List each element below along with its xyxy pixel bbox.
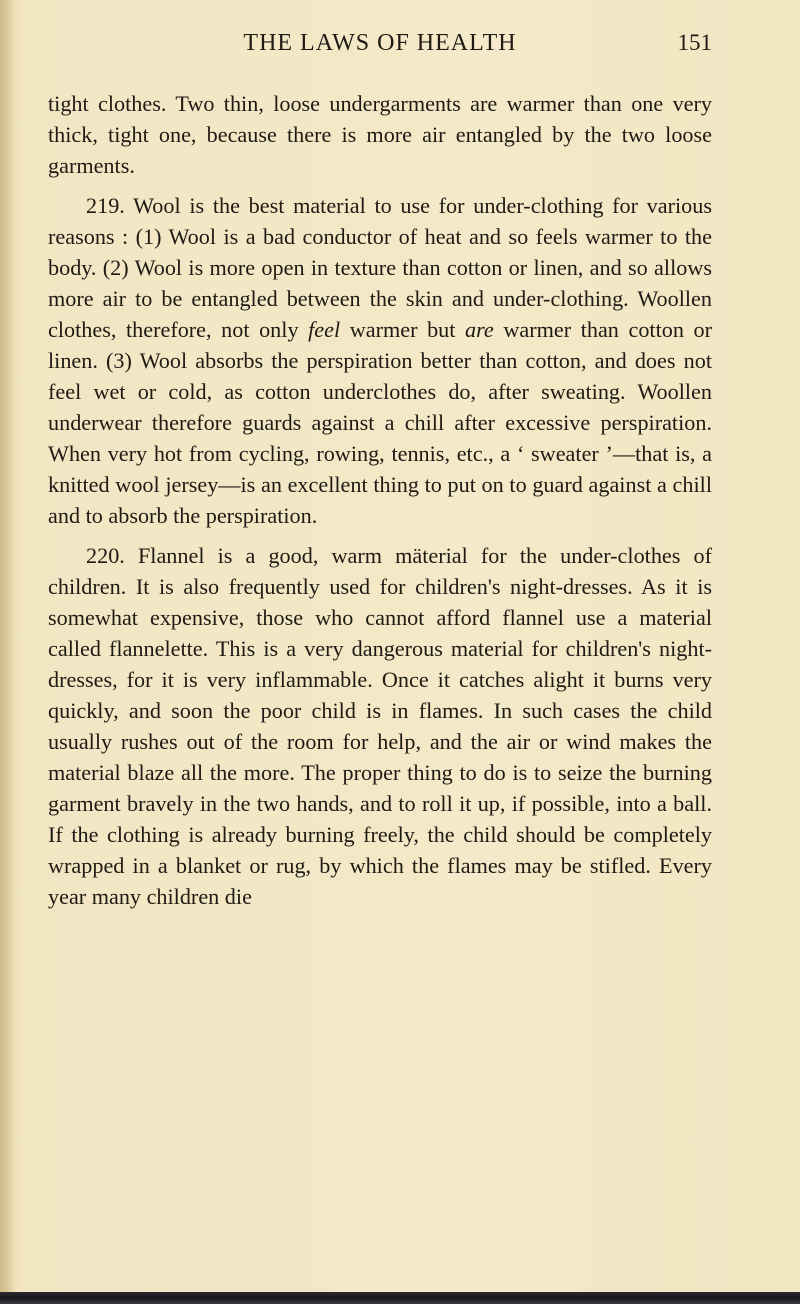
body-text xyxy=(48,88,712,912)
paragraph-text: Wool is the best material to use for under-clothing for various reasons : (1) Wool is a bad conductor of heat and so feels warmer to the body. (2) Wool is more open in texture than cotton or linen, and so allows more air to be entangled between the skin and under-clothing. Woollen clothes, therefore, not only xyxy=(48,193,712,342)
paragraph-220 xyxy=(48,540,712,912)
emphasis-are: are xyxy=(465,317,494,342)
paragraph-number: 219. xyxy=(86,193,125,218)
paragraph-text: warmer but xyxy=(340,317,466,342)
paragraph-219 xyxy=(48,190,712,531)
paragraph-text: tight clothes. Two thin, loose undergarments are warmer than one very thick, tight one, because there is more air entangled by the two loose garments. xyxy=(48,91,712,178)
paragraph-text: Flannel is a good, warm mäterial for the under-clothes of children. It is also frequently used for children's night-dresses. As it is somewhat expensive, those who cannot afford flannel use a material called flannelette. This is a very dangerous material for children's night-dresses, for it is very inflammable. Once it catches alight it burns very quickly, and soon the poor child is in flames. In such cases the child usually rushes out of the room for help, and the air or wind makes the material blaze all the more. The proper thing to do is to seize the burning garment bravely in the two hands, and to roll it up, if possible, into a ball. If the clothing is already burning freely, the child should be completely wrapped in a blanket or rug, by which the flames may be stifled. Every year many children die xyxy=(48,543,712,909)
running-title: THE LAWS OF HEALTH xyxy=(243,30,517,56)
page-number: 151 xyxy=(677,30,712,55)
paragraph-continuation xyxy=(48,88,712,181)
paragraph-number: 220. xyxy=(86,543,125,568)
running-head xyxy=(48,26,712,62)
emphasis-feel: feel xyxy=(308,317,341,342)
spine-shadow xyxy=(0,0,16,1304)
paragraph-text: warmer than cotton or linen. (3) Wool absorbs the perspiration better than cotton, and does not feel wet or cold, as cotton underclothes do, after sweating. Woollen underwear therefore guards against a chill after excessive perspiration. When very hot from cycling, rowing, tennis, etc., a ‘ sweater ’—that is, a knitted wool jersey—is an excellent thing to put on to guard against a chill and to absorb the perspiration. xyxy=(48,317,712,528)
bottom-edge-shadow xyxy=(0,1292,800,1304)
